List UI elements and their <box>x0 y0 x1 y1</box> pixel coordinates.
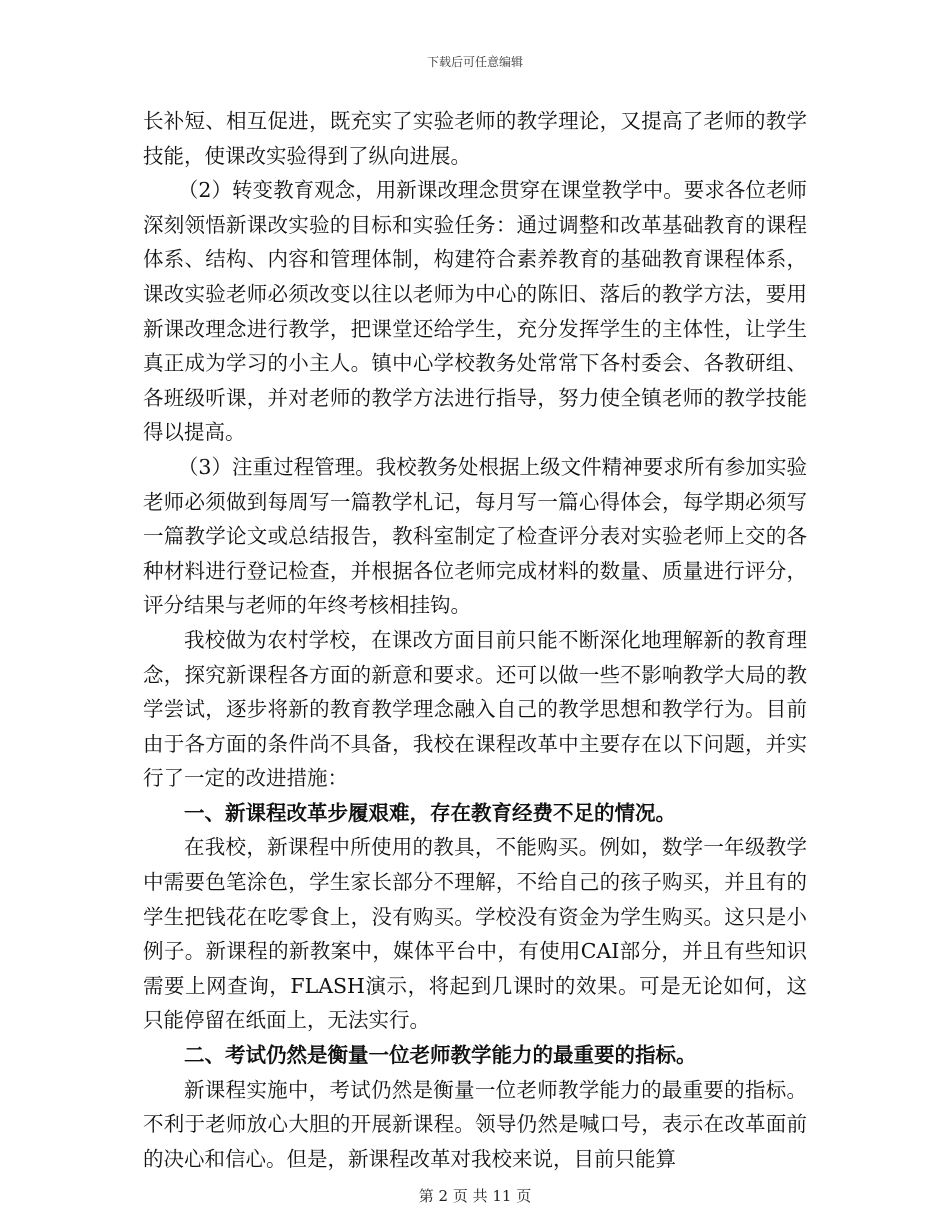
paragraph-problems-intro: 我校做为农村学校，在课改方面目前只能不断深化地理解新的教育理念，探究新课程各方面的新意和要求。还可以做一些不影响教学大局的教学尝试，逐步将新的教育教学理念融入自己的教学思想和教学行为。目前由于各方面的条件尚不具备，我校在课程改革中主要存在以下问题，并实行了一定的改进措施： <box>143 627 807 791</box>
paragraph-item-3: （3）注重过程管理。我校教务处根据上级文件精神要求所有参加实验老师必须做到每周写一篇教学札记，每月写一篇心得体会，每学期必须写一篇教学论文或总结报告，教科室制定了检查评分表对实验老师上交的各种材料进行登记检查，并根据各位老师完成材料的数量、质量进行评分，评分结果与老师的年终考核相挂钩。 <box>143 454 807 618</box>
section-heading-1: 一、新课程改革步履艰难，存在教育经费不足的情况。 <box>184 800 676 825</box>
paragraph-exams: 新课程实施中，考试仍然是衡量一位老师教学能力的最重要的指标。不利于老师放心大胆的开展新课程。领导仍然是喊口号，表示在改革面前的决心和信心。但是，新课程改革对我校来说，目前只能算 <box>143 1077 807 1171</box>
paragraph-continuation: 长补短、相互促进，既充实了实验老师的教学理论，又提高了老师的教学技能，使课改实验得到了纵向进展。 <box>143 109 807 168</box>
page-number: 第 2 页 共 11 页 <box>418 1187 532 1205</box>
section-heading-2: 二、考试仍然是衡量一位老师教学能力的最重要的指标。 <box>184 1043 697 1068</box>
paragraph-item-2: （2）转变教育观念，用新课改理念贯穿在课堂教学中。要求各位老师深刻领悟新课改实验的目标和实验任务：通过调整和改革基础教育的课程体系、结构、内容和管理体制，构建符合素养教育的基础教育课程体系，课改实验老师必须改变以往以老师为中心的陈旧、落后的教学方法，要用新课改理念进行教学，把课堂还给学生，充分发挥学生的主体性，让学生真正成为学习的小主人。镇中心学校教务处常常下各村委会、各教研组、各班级听课，并对老师的教学方法进行指导，努力使全镇老师的教学技能得以提高。 <box>143 178 807 445</box>
document-body <box>143 104 807 1176</box>
paragraph-funding: 在我校，新课程中所使用的教具，不能购买。例如，数学一年级教学中需要色笔涂色，学生家长部分不理解，不给自己的孩子购买，并且有的学生把钱花在吃零食上，没有购买。学校没有资金为学生购买。这只是小例子。新课程的新教案中，媒体平台中，有使用CAI部分，并且有些知识需要上网查询，FLASH演示，将起到几课时的效果。可是无论如何，这只能停留在纸面上，无法实行。 <box>143 835 807 1033</box>
page-header: 下载后可任意编辑 <box>426 55 523 69</box>
